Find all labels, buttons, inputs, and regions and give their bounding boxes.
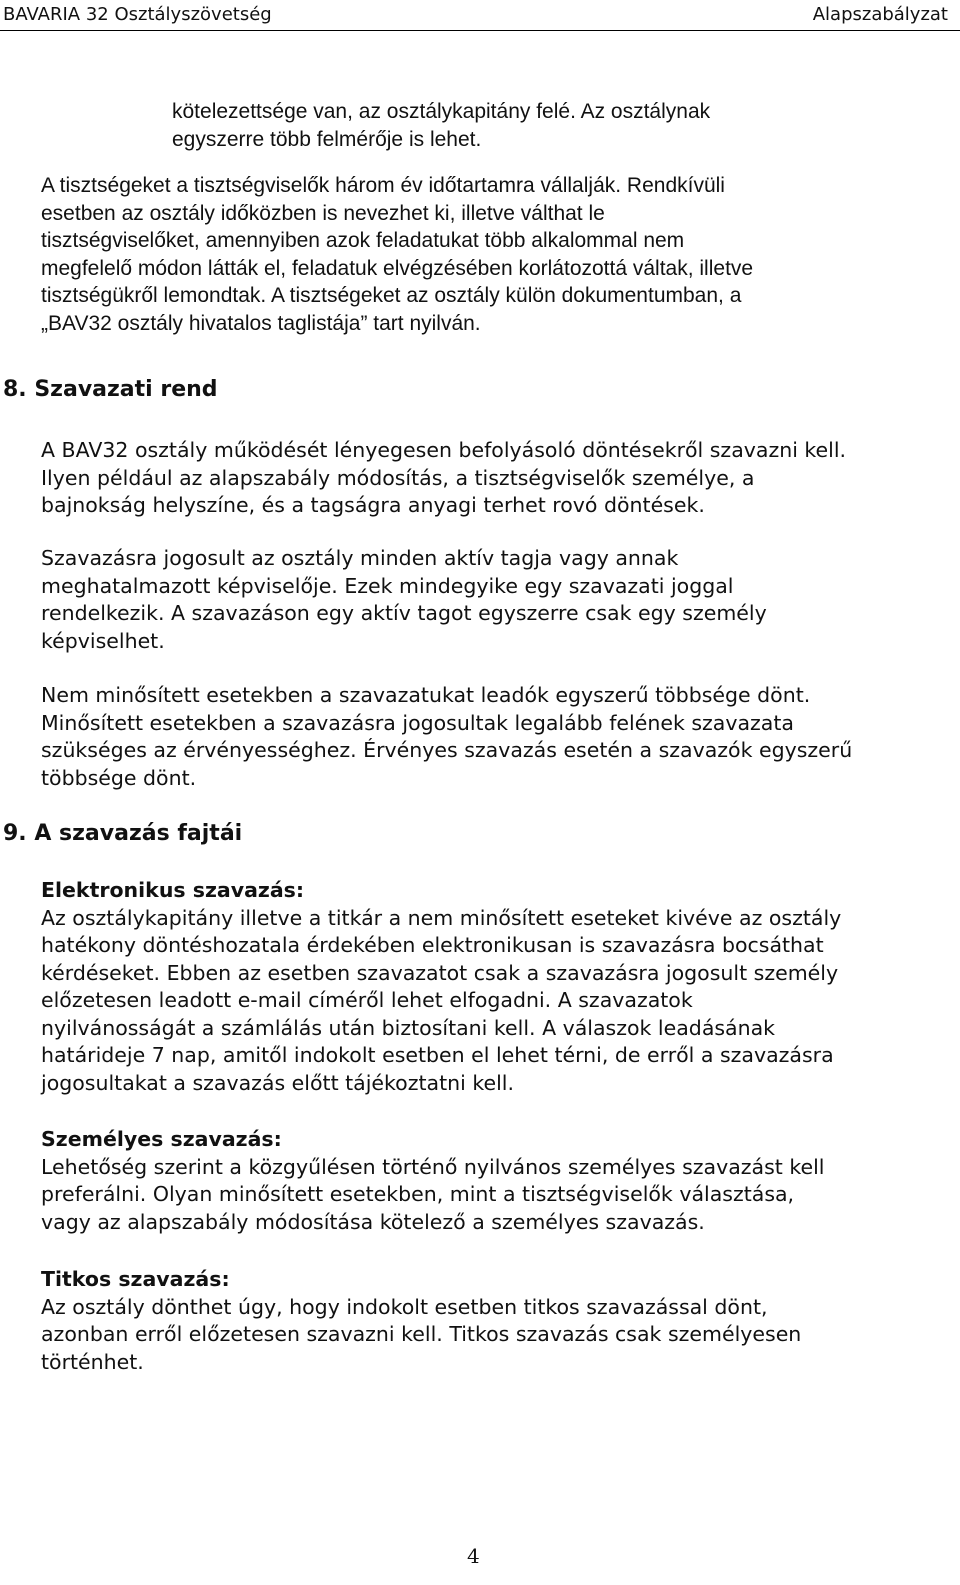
text-line: vagy az alapszabály módosítása kötelező a személyes szavazás.	[41, 1209, 705, 1234]
text-line: előzetesen leadott e-mail címéről lehet elfogadni. A szavazatok	[41, 988, 693, 1012]
voting-rules-paragraph	[41, 437, 846, 520]
voting-eligibility-paragraph	[41, 545, 767, 655]
secret-voting-block	[41, 1266, 801, 1376]
text-line: képviselhet.	[41, 628, 165, 653]
text-line: tisztségviselőket, amennyiben azok feladatukat több alkalommal nem	[41, 229, 685, 252]
majority-paragraph	[41, 682, 852, 792]
text-line: esetben az osztály időközben is nevezhet ki, illetve válthat le	[41, 201, 605, 225]
text-line: Az osztály dönthet úgy, hogy indokolt esetben titkos szavazással dönt,	[41, 1294, 768, 1319]
text-line: nyilvánosságát a számlálás után biztosítani kell. A válaszok leadásának	[41, 1015, 776, 1040]
personal-voting-block	[41, 1126, 825, 1236]
electronic-voting-block	[41, 877, 841, 1097]
section-9-heading: 9. A szavazás fajtái	[3, 821, 243, 846]
text-line: kérdéseket. Ebben az esetben szavazatot csak a szavazásra jogosult személy	[41, 960, 839, 985]
text-line: történhet.	[41, 1349, 144, 1374]
text-line: kötelezettsége van, az osztálykapitány felé. Az osztálynak	[172, 100, 711, 123]
text-line: Nem minősített esetekben a szavazatukat leadók egyszerű többsége dönt.	[41, 683, 811, 707]
officers-paragraph	[41, 172, 753, 337]
electronic-voting-title: Elektronikus szavazás:	[41, 878, 305, 902]
text-line: jogosultakat a szavazás előtt tájékoztatni kell.	[41, 1070, 514, 1095]
header-organization: BAVARIA 32 Osztályszövetség	[3, 4, 272, 25]
text-line: A tisztségeket a tisztségviselők három év időtartamra vállalják. Rendkívüli	[41, 174, 725, 197]
intro-continuation	[172, 98, 710, 153]
text-line: A BAV32 osztály működését lényegesen befolyásoló döntésekről szavazni kell.	[41, 438, 847, 462]
section-8-heading: 8. Szavazati rend	[3, 377, 218, 402]
page-header	[0, 0, 960, 31]
text-line: azonban erről előzetesen szavazni kell. Titkos szavazás csak személyesen	[41, 1322, 802, 1346]
text-line: Az osztálykapitány illetve a titkár a nem minősített eseteket kivéve az osztály	[41, 905, 842, 930]
text-line: tisztségükről lemondtak. A tisztségeket az osztály külön dokumentumban, a	[41, 284, 742, 307]
text-line: szükséges az érvényességhez. Érvényes szavazás esetén a szavazók egyszerű	[41, 738, 853, 762]
text-line: Szavazásra jogosult az osztály minden aktív tagja vagy annak	[41, 546, 679, 570]
text-line: határideje 7 nap, amitől indokolt esetben el lehet térni, de erről a szavazásra	[41, 1043, 834, 1067]
text-line: preferálni. Olyan minősített esetekben, mint a tisztségviselők választása,	[41, 1182, 795, 1206]
text-line: hatékony döntéshozatala érdekében elektronikusan is szavazásra bocsáthat	[41, 933, 824, 957]
text-line: bajnokság helyszíne, és a tagságra anyagi terhet rovó döntések.	[41, 493, 705, 517]
text-line: Ilyen például az alapszabály módosítás, a tisztségviselők személye, a	[41, 465, 755, 490]
text-line: egyszerre több felmérője is lehet.	[172, 127, 482, 151]
page-number: 4	[467, 1544, 480, 1568]
header-document-title: Alapszabályzat	[812, 4, 948, 25]
text-line: rendelkezik. A szavazáson egy aktív tagot egyszerre csak egy személy	[41, 601, 767, 625]
text-line: meghatalmazott képviselője. Ezek mindegyike egy szavazati joggal	[41, 573, 734, 598]
secret-voting-title: Titkos szavazás:	[41, 1267, 230, 1291]
text-line: Minősített esetekben a szavazásra jogosultak legalább felének szavazata	[41, 710, 794, 735]
text-line: Lehetőség szerint a közgyűlésen történő nyilvános személyes szavazást kell	[41, 1154, 825, 1179]
text-line: többsége dönt.	[41, 765, 197, 790]
text-line: megfelelő módon látták el, feladatuk elvégzésében korlátozottá váltak, illetve	[41, 256, 754, 280]
personal-voting-title: Személyes szavazás:	[41, 1127, 282, 1151]
text-line: „BAV32 osztály hivatalos taglistája” tart nyilván.	[41, 311, 481, 335]
